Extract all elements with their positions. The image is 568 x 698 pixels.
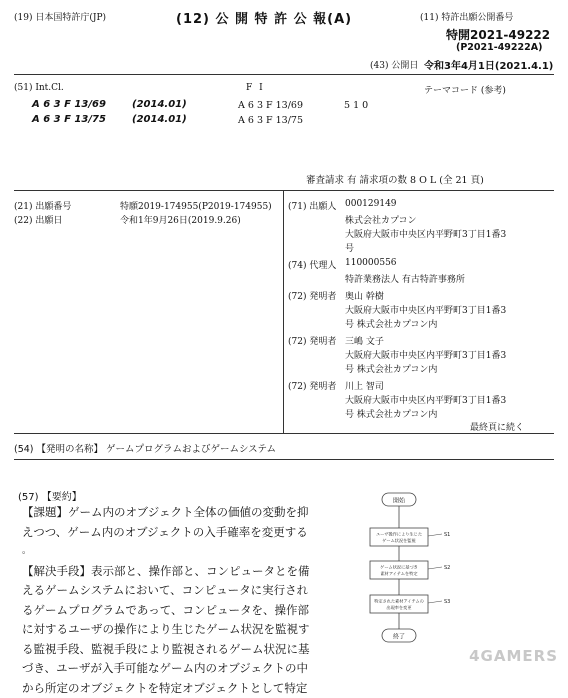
- flowchart-step-2-tag: S2: [444, 565, 450, 571]
- flowchart: [360, 488, 470, 648]
- abstract-line: 【解決手段】表示部と、操作部と、コンピュータとを備: [22, 562, 322, 582]
- application-number-label: (21) 出願番号: [14, 199, 71, 212]
- applicant-code: 000129149: [345, 199, 397, 209]
- applicant-address: 大阪府大阪市中央区内平野町3丁目1番3: [345, 227, 506, 240]
- abstract-line: から所定のオブジェクトを特定オブジェクトとして特定: [22, 679, 322, 698]
- inventor-1-label: (72) 発明者: [288, 289, 336, 302]
- flowchart-step-1-tag: S1: [444, 532, 450, 538]
- biblio-divider: [14, 433, 554, 434]
- inventor-3-name: 川上 智司: [345, 379, 384, 392]
- agent-code: 110000556: [345, 258, 397, 268]
- fi-code-2: A 6 3 F 13/75: [238, 115, 303, 126]
- flowchart-step-3-line: 特定された素材アイテムの: [374, 598, 424, 605]
- abstract-line: づき、ユーザが入手可能なゲーム内のオブジェクトの中: [22, 659, 322, 679]
- abstract-line: 。: [22, 542, 322, 562]
- inventor-1-address-cont: 号 株式会社カプコン内: [345, 317, 437, 330]
- intcl-label: (51) Int.Cl.: [14, 83, 64, 93]
- publication-type: (12) 公 開 特 許 公 報(A): [176, 8, 352, 27]
- classification-date-1: (2014.01): [132, 99, 187, 110]
- abstract-line: に対するユーザの操作により生じたゲーム状況を監視す: [22, 620, 322, 640]
- column-divider: [283, 190, 284, 433]
- inventor-3-label: (72) 発明者: [288, 379, 336, 392]
- inventor-3-address-cont: 号 株式会社カプコン内: [345, 407, 437, 420]
- inventor-3-address: 大阪府大阪市中央区内平野町3丁目1番3: [345, 393, 506, 406]
- classification-code-1: A 6 3 F 13/69: [32, 99, 106, 110]
- filing-date-label: (22) 出願日: [14, 213, 62, 226]
- agent-label: (74) 代理人: [288, 258, 336, 271]
- flowchart-tag-leader: [428, 601, 442, 603]
- flowchart-step-2-line: 素材アイテムを特定: [380, 570, 418, 577]
- office-label: (19) 日本国特許庁(JP): [14, 10, 106, 23]
- fi-code-1: A 6 3 F 13/69: [238, 100, 303, 111]
- flowchart-end-label: 終了: [393, 633, 405, 641]
- classification-code-2: A 6 3 F 13/75: [32, 114, 106, 125]
- inventor-2-name: 三嶋 文子: [345, 334, 384, 347]
- flowchart-step-1-line: ユーザ操作により生じた: [376, 531, 422, 538]
- flowchart-tag-leader: [428, 534, 442, 536]
- flowchart-step-1-line: ゲーム状況を監視: [382, 537, 416, 544]
- theme-code-label: テーマコード (参考): [424, 83, 506, 96]
- agent-name: 特許業務法人 有古特許事務所: [345, 272, 465, 285]
- inventor-2-address: 大阪府大阪市中央区内平野町3丁目1番3: [345, 348, 506, 361]
- applicant-name: 株式会社カプコン: [345, 213, 417, 226]
- abstract-line: 【課題】ゲーム内のオブジェクト全体の価値の変動を抑: [22, 503, 322, 523]
- flowchart-tag-leader: [428, 567, 442, 569]
- flowchart-start-label: 開始: [393, 497, 406, 505]
- abstract-line: るゲームプログラムであって、コンピュータを、操作部: [22, 601, 322, 621]
- flowchart-step-3-tag: S3: [444, 599, 450, 605]
- fi-label: F I: [246, 83, 265, 93]
- inventor-2-label: (72) 発明者: [288, 334, 336, 347]
- abstract-label: (57) 【要約】: [18, 488, 82, 503]
- publication-number-alt: (P2021-49222A): [456, 42, 542, 53]
- applicant-address-cont: 号: [345, 241, 354, 254]
- inventor-1-address: 大阪府大阪市中央区内平野町3丁目1番3: [345, 303, 506, 316]
- publication-number: 特開2021-49222: [446, 26, 550, 43]
- site-watermark: 4GAMERS: [469, 647, 558, 665]
- header-divider: [14, 74, 554, 75]
- title-divider: [14, 459, 554, 460]
- publication-date: 令和3年4月1日(2021.4.1): [424, 57, 553, 72]
- fi-extra-1: 5 1 0: [344, 100, 368, 111]
- application-number: 特願2019-174955(P2019-174955): [120, 199, 272, 212]
- abstract-line: えつつ、ゲーム内のオブジェクトの入手確率を変更する: [22, 523, 322, 543]
- publication-date-label: (43) 公開日: [370, 58, 418, 71]
- exam-request-line: 審査請求 有 請求項の数 8 O L (全 21 頁): [306, 172, 484, 186]
- flowchart-step-2-line: ゲーム状況に基づき: [380, 564, 418, 571]
- flowchart-step-3-line: 出現率を変更: [386, 604, 412, 611]
- continued-note: 最終頁に続く: [470, 420, 524, 433]
- abstract-body: [22, 503, 322, 698]
- classification-date-2: (2014.01): [132, 114, 187, 125]
- filing-date: 令和1年9月26日(2019.9.26): [120, 213, 241, 226]
- publication-number-label: (11) 特許出願公開番号: [420, 10, 513, 23]
- abstract-line: えるゲームシステムにおいて、コンピュータに実行され: [22, 581, 322, 601]
- inventor-1-name: 奥山 幹樹: [345, 289, 384, 302]
- invention-title: (54) 【発明の名称】 ゲームプログラムおよびゲームシステム: [14, 441, 276, 455]
- applicant-label: (71) 出願人: [288, 199, 336, 212]
- abstract-line: る監視手段、監視手段により監視されるゲーム状況に基: [22, 640, 322, 660]
- classification-divider: [14, 190, 554, 191]
- inventor-2-address-cont: 号 株式会社カプコン内: [345, 362, 437, 375]
